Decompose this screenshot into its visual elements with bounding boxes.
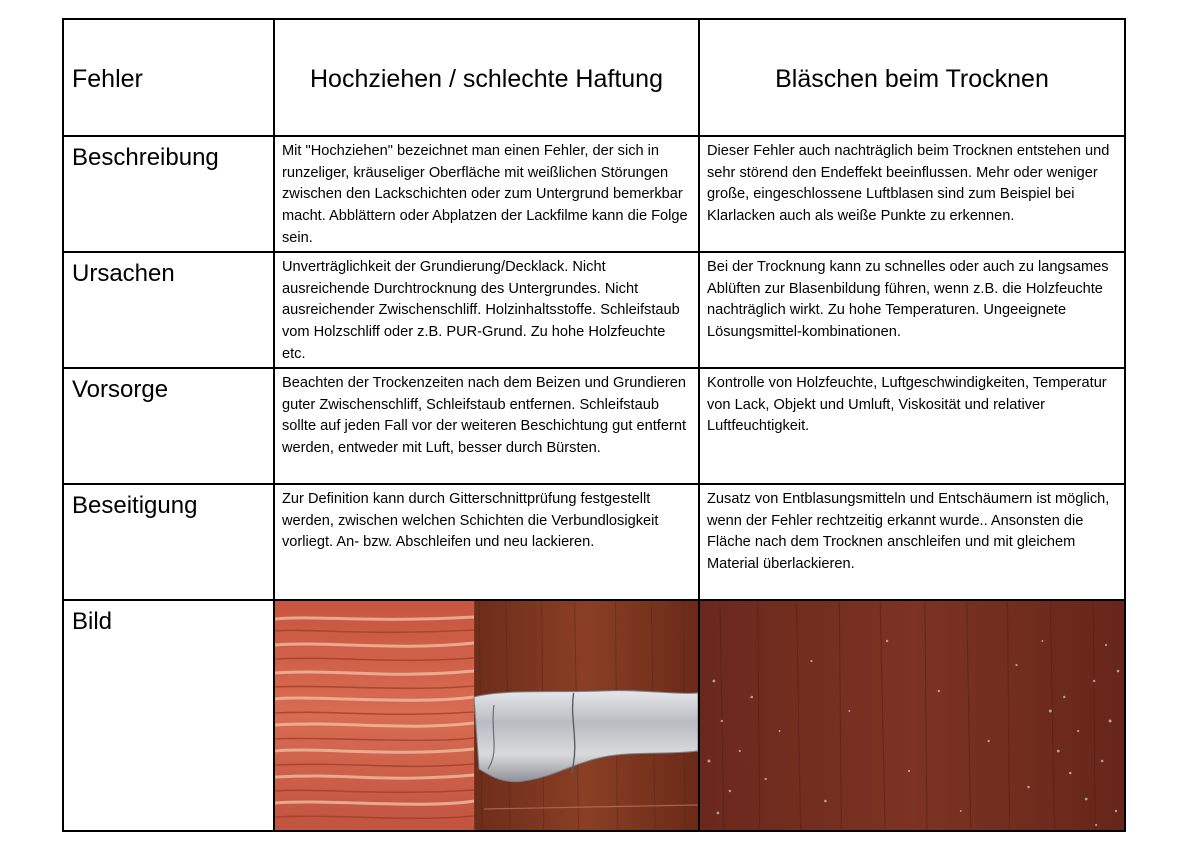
table-row-beschreibung	[63, 136, 1125, 252]
blistered-lacquer-photo	[700, 601, 1124, 830]
header-row	[63, 19, 1125, 136]
photo-hochziehen	[275, 601, 698, 830]
cell-hochziehen: Zur Definition kann durch Gitterschnittprüfung festgestellt werden, zwischen welchen Schichten die Verbundlosigkeit vorliegt. An- bzw. Abschleifen und neu lackieren.	[282, 491, 659, 551]
table-row-beseitigung	[63, 484, 1125, 600]
header-col-a: Hochziehen / schlechte Haftung	[310, 65, 663, 93]
image-cell-blaeschen	[699, 600, 1125, 831]
header-col-b: Bläschen beim Trocknen	[775, 65, 1049, 93]
cell-blaeschen: Dieser Fehler auch nachträglich beim Trocknen entstehen und sehr störend den Endeffekt beeinflussen. Mehr oder weniger große, eingeschlossene Luftblasen sind zum Beispiel bei Klarlacken auch als weiße Punkte zu erkennen.	[707, 143, 1110, 225]
cell-blaeschen: Kontrolle von Holzfeuchte, Luftgeschwindigkeiten, Temperatur von Lack, Objekt und Umluft, Viskosität und relativer Luftfeuchtigkeit.	[707, 375, 1107, 435]
cell-blaeschen: Zusatz von Entblasungsmitteln und Entschäumern ist möglich, wenn der Fehler rechtzeitig erkannt wurde.. Ansonsten die Fläche nach dem Trocknen anschleifen und mit gleichem Material überlackieren.	[707, 491, 1110, 573]
wrinkled-lacquer-photo	[275, 601, 698, 830]
header-col-b-cell	[699, 19, 1125, 136]
cell-hochziehen: Beachten der Trockenzeiten nach dem Beizen und Grundieren guter Zwischenschliff, Schleifstaub entfernen. Schleifstaub sollte auf jeden Fall vor der weiteren Beschichtung gut entfernt werden, entweder mit Luft, besser durch Bürsten.	[282, 375, 687, 457]
table-row-bild	[63, 600, 1125, 831]
row-label: Vorsorge	[72, 376, 169, 403]
header-label: Fehler	[72, 65, 143, 93]
row-label: Bild	[72, 608, 113, 635]
cell-hochziehen: Unverträglichkeit der Grundierung/Decklack. Nicht ausreichende Durchtrocknung des Untergrundes. Nicht ausreichender Zwischenschliff. Holzinhaltsstoffe. Schleifstaub vom Holzschliff oder z.B. PUR-Grund. Zu hohe Holzfeuchte etc.	[282, 259, 680, 362]
image-cell-hochziehen	[274, 600, 699, 831]
cell-hochziehen: Mit "Hochziehen" bezeichnet man einen Fehler, der sich in runzeliger, kräuseliger Oberfläche mit weißlichen Störungen zwischen den Lackschichten oder zum Untergrund bemerkbar macht. Abblättern oder Abplatzen der Lackfilme kann die Folge sein.	[282, 143, 688, 246]
row-label: Beschreibung	[72, 144, 219, 171]
photo-blaeschen	[700, 601, 1124, 830]
table-row-ursachen	[63, 252, 1125, 368]
defects-table	[62, 18, 1126, 832]
header-label-cell	[63, 19, 274, 136]
row-label: Ursachen	[72, 260, 175, 287]
table-row-vorsorge	[63, 368, 1125, 484]
cell-blaeschen: Bei der Trocknung kann zu schnelles oder auch zu langsames Ablüften zur Blasenbildung führen, wenn z.B. die Holzfeuchte nachträglich wirkt. Zu hohe Temperaturen. Ungeeignete Lösungsmittel-kombinationen.	[707, 259, 1109, 341]
header-col-a-cell	[274, 19, 699, 136]
row-label: Beseitigung	[72, 492, 198, 519]
